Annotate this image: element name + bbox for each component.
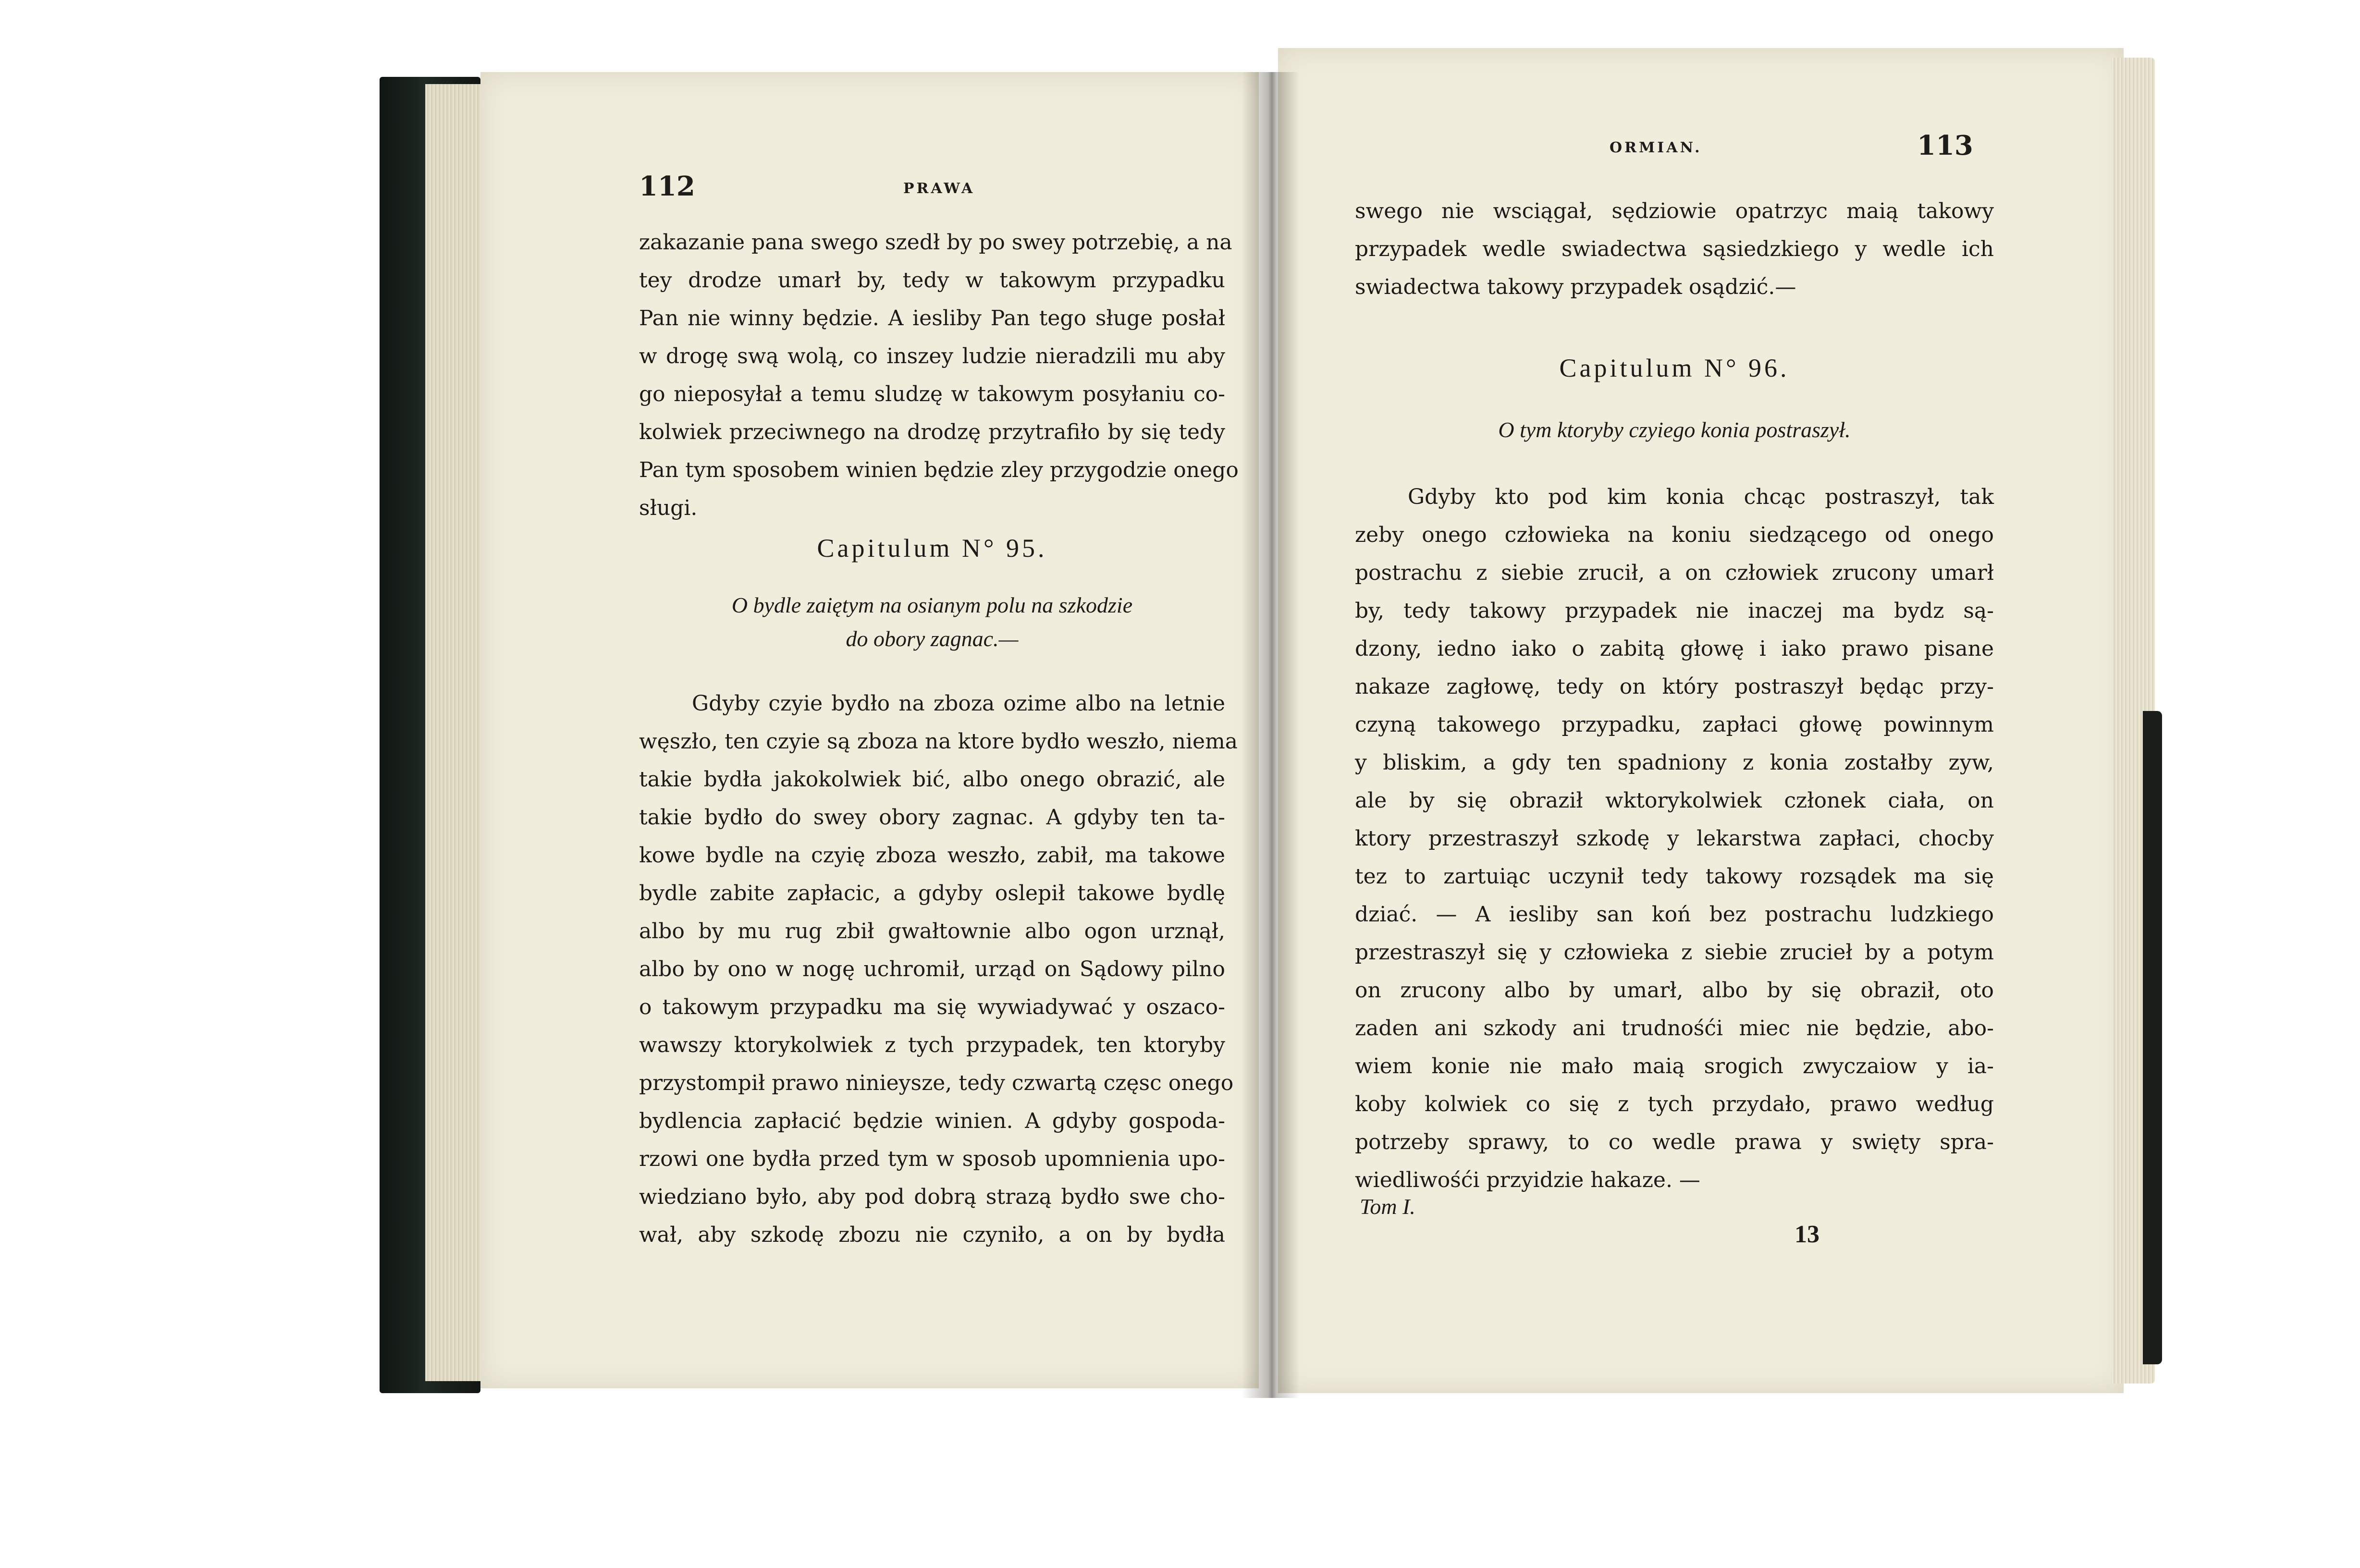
text-line: tey drodze umarł by, tedy w takowym przypadku (639, 268, 1225, 293)
text-line: tez to zartuiąc uczynił tedy takowy rozsądek ma się (1355, 864, 1994, 889)
left-chapter-heading: Capitulum N° 95. (817, 534, 1047, 563)
book-cover-right (2143, 711, 2162, 1364)
left-running-head: PRAWA (903, 180, 975, 197)
text-line: albo by ono w nogę uchromił, urząd on Sądowy pilno (639, 957, 1225, 981)
text-line: go nieposyłał a temu sludzę w takowym posyłaniu co- (639, 382, 1225, 406)
text-line: wał, aby szkodę zbozu nie czyniło, a on by bydła (639, 1223, 1225, 1247)
text-line: y bliskim, a gdy ten spadniony z konia zostałby zyw, (1355, 750, 1994, 775)
right-running-head: ORMIAN. (1610, 139, 1702, 156)
left-chapter-subtitle (639, 588, 1225, 656)
right-paragraph-2 (1355, 478, 1994, 1199)
text-line: ale by się obraził wktorykolwiek członek ciała, on (1355, 788, 1994, 813)
subtitle-line: do obory zagnac.— (846, 626, 1019, 651)
footer-signature: 13 (1795, 1221, 1819, 1248)
text-line: takie bydło do swey obory zagnac. A gdyby ten ta- (639, 805, 1225, 830)
text-line: zeby onego człowieka na koniu siedzącego od onego (1355, 523, 1994, 547)
text-line: czyną takowego przypadku, zapłaci głowę powinnym (1355, 712, 1994, 737)
text-line: swiadectwa takowy przypadek osądzić.— (1355, 275, 1796, 299)
left-page-number: 112 (639, 171, 695, 202)
text-line: takie bydła jakokolwiek bić, albo onego obrazić, ale (639, 767, 1225, 792)
subtitle-line: O bydle zaiętym na osianym polu na szkodzie (731, 593, 1133, 617)
text-line: dziać. — A iesliby san koń bez postrachu ludzkiego (1355, 902, 1994, 927)
left-paragraph-2 (639, 685, 1238, 1254)
text-line: koby kolwiek co się z tych przydało, prawo według (1355, 1092, 1994, 1116)
text-line: w drogę swą wolą, co inszey ludzie nieradzili mu aby (639, 344, 1225, 368)
left-paragraph-1 (639, 223, 1239, 527)
text-line: nakaze zagłowę, tedy on który postraszył będąc przy- (1355, 674, 1994, 699)
text-line: swego nie wsciągał, sędziowie opatrzyc maią takowy (1355, 199, 1994, 223)
footer-volume: Tom I. (1360, 1194, 1415, 1219)
text-line: kolwiek przeciwnego na drodzę przytrafiło by się tedy (639, 420, 1225, 444)
text-line: postrachu z siebie zrucił, a on człowiek zrucony umarł (1355, 561, 1994, 585)
text-line: ktory przestraszył szkodę y lekarstwa zapłaci, chocby (1355, 826, 1994, 851)
text-line: albo by mu rug zbił gwałtownie albo ogon urznął, (639, 919, 1225, 943)
right-paragraph-1 (1355, 192, 1994, 306)
text-line: Pan tym sposobem winien będzie zley przygodzie onego (639, 458, 1239, 482)
right-page (1278, 48, 2124, 1393)
text-line: bydlencia zapłacić będzie winien. A gdyby gospoda- (639, 1109, 1225, 1133)
text-line: bydle zabite zapłacic, a gdyby oslepił takowe bydlę (639, 881, 1225, 906)
text-line: zaden ani szkody ani trudnośći miec nie będzie, abo- (1355, 1016, 1994, 1041)
text-line: węszło, ten czyie są zboza na ktore bydło weszło, niema (639, 729, 1238, 754)
text-line: przystompił prawo ninieysze, tedy czwartą częsc onego (639, 1071, 1234, 1095)
text-line: wiem konie nie mało maią srogich zwyczaiow y ia- (1355, 1054, 1994, 1078)
right-chapter-subtitle: O tym ktoryby czyiego konia postraszył. (1498, 417, 1851, 442)
book-spine-shadow (1242, 72, 1300, 1398)
text-line: wiedliwośći przyidzie hakaze. — (1355, 1168, 1700, 1192)
right-chapter-heading: Capitulum N° 96. (1559, 354, 1790, 382)
text-line: przypadek wedle swiadectwa sąsiedzkiego y wedle ich (1355, 237, 1994, 261)
text-line: rzowi one bydła przed tym w sposob upomnienia upo- (639, 1147, 1225, 1171)
text-line: wawszy ktorykolwiek z tych przypadek, ten ktoryby (639, 1033, 1225, 1057)
text-line: Gdyby kto pod kim konia chcąc postraszył, tak (1408, 485, 1994, 509)
text-line: o takowym przypadku ma się wywiadywać y oszaco- (639, 995, 1225, 1019)
text-line: potrzeby sprawy, to co wedle prawa y swięty spra- (1355, 1130, 1994, 1154)
text-line: wiedziano było, aby pod dobrą strazą bydło swe cho- (639, 1185, 1225, 1209)
text-line: przestraszył się y człowieka z siebie zrucieł by a potym (1355, 940, 1994, 965)
text-line: Pan nie winny będzie. A iesliby Pan tego sługe posłał (639, 306, 1225, 331)
text-line: on zrucony albo by umarł, albo by się obraził, oto (1355, 978, 1994, 1003)
text-line: Gdyby czyie bydło na zboza ozime albo na letnie (692, 691, 1225, 716)
text-line: by, tedy takowy przypadek nie inaczej ma bydz są- (1355, 599, 1994, 623)
text-line: zakazanie pana swego szedł by po swey potrzebię, a na (639, 230, 1232, 255)
text-line: sługi. (639, 496, 698, 520)
left-page (480, 72, 1259, 1388)
text-line: dzony, iedno iako o zabitą głowę i iako prawo pisane (1355, 637, 1994, 661)
text-line: kowe bydle na czyię zboza weszło, zabił, ma takowe (639, 843, 1225, 868)
right-page-number: 113 (1917, 130, 1973, 161)
